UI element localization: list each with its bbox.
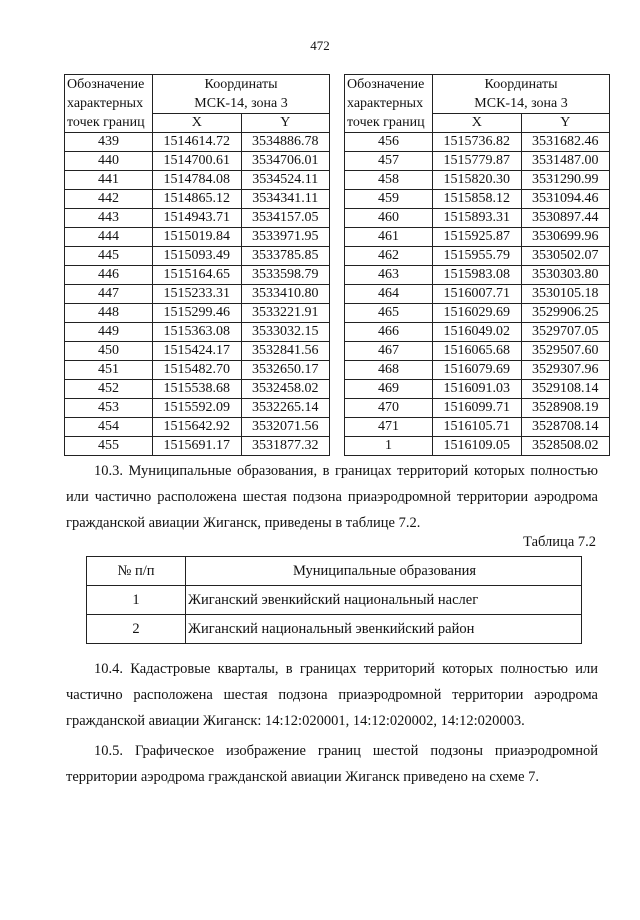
table-row bbox=[65, 361, 330, 380]
x-coordinate-cell: 1515019.84 bbox=[153, 228, 241, 247]
x-coordinate-cell: 1515164.65 bbox=[153, 266, 241, 285]
point-number-cell: 464 bbox=[345, 285, 433, 304]
x-coordinate-cell: 1515424.17 bbox=[153, 342, 241, 361]
x-coordinate-cell: 1515925.87 bbox=[433, 228, 521, 247]
y-coordinate-cell: 3532458.02 bbox=[241, 380, 329, 399]
point-number-cell: 1 bbox=[345, 437, 433, 456]
municipal-name-cell: Жиганский эвенкийский национальный наслег bbox=[186, 586, 582, 615]
table-row bbox=[65, 171, 330, 190]
point-number-cell: 457 bbox=[345, 152, 433, 171]
point-number-cell: 452 bbox=[65, 380, 153, 399]
point-number-cell: 449 bbox=[65, 323, 153, 342]
paragraph-10-4: 10.4. Кадастровые кварталы, в границах территорий которых полностью или частично расположена шестая подзона приаэродромной территории аэродрома гражданской авиации Жиганск: 14:12:020001, 14:12:020002, 14:12:020003. bbox=[66, 661, 598, 729]
point-number-cell: 469 bbox=[345, 380, 433, 399]
header-coordinates-line: МСК-14, зона 3 bbox=[474, 96, 568, 111]
x-coordinate-cell: 1515820.30 bbox=[433, 171, 521, 190]
x-coordinate-cell: 1515363.08 bbox=[153, 323, 241, 342]
x-coordinate-cell: 1515299.46 bbox=[153, 304, 241, 323]
header-coordinates-line: МСК-14, зона 3 bbox=[194, 96, 288, 111]
point-number-cell: 463 bbox=[345, 266, 433, 285]
header-coordinates bbox=[153, 75, 330, 114]
header-y: Y bbox=[241, 114, 329, 133]
header-label-line: характерных bbox=[67, 96, 144, 111]
y-coordinate-cell: 3529906.25 bbox=[521, 304, 609, 323]
table-row bbox=[65, 342, 330, 361]
header-label-line: характерных bbox=[347, 96, 424, 111]
point-number-cell: 460 bbox=[345, 209, 433, 228]
x-coordinate-cell: 1515592.09 bbox=[153, 399, 241, 418]
table-row bbox=[345, 342, 610, 361]
x-coordinate-cell: 1514865.12 bbox=[153, 190, 241, 209]
y-coordinate-cell: 3531877.32 bbox=[241, 437, 329, 456]
paragraph-10-5: 10.5. Графическое изображение границ шестой подзоны приаэродромной территории аэродрома гражданской авиации Жиганск приведено на схеме 7. bbox=[66, 743, 598, 785]
header-coordinates bbox=[433, 75, 610, 114]
table-row bbox=[345, 323, 610, 342]
x-coordinate-cell: 1515983.08 bbox=[433, 266, 521, 285]
point-number-cell: 471 bbox=[345, 418, 433, 437]
table-row bbox=[65, 228, 330, 247]
point-number-cell: 455 bbox=[65, 437, 153, 456]
municipal-header-name: Муниципальные образования bbox=[186, 557, 582, 586]
y-coordinate-cell: 3530502.07 bbox=[521, 247, 609, 266]
table-row bbox=[65, 304, 330, 323]
table-row bbox=[65, 133, 330, 152]
point-number-cell: 442 bbox=[65, 190, 153, 209]
point-number-cell: 448 bbox=[65, 304, 153, 323]
y-coordinate-cell: 3533221.91 bbox=[241, 304, 329, 323]
table-row bbox=[345, 361, 610, 380]
table-caption: Таблица 7.2 bbox=[523, 534, 596, 550]
x-coordinate-cell: 1515736.82 bbox=[433, 133, 521, 152]
header-point-label bbox=[345, 75, 433, 133]
y-coordinate-cell: 3533598.79 bbox=[241, 266, 329, 285]
y-coordinate-cell: 3530105.18 bbox=[521, 285, 609, 304]
x-coordinate-cell: 1515642.92 bbox=[153, 418, 241, 437]
point-number-cell: 441 bbox=[65, 171, 153, 190]
table-row bbox=[345, 171, 610, 190]
table-row bbox=[65, 152, 330, 171]
x-coordinate-cell: 1514784.08 bbox=[153, 171, 241, 190]
table-row bbox=[65, 418, 330, 437]
y-coordinate-cell: 3532071.56 bbox=[241, 418, 329, 437]
municipal-table bbox=[86, 556, 582, 644]
x-coordinate-cell: 1516105.71 bbox=[433, 418, 521, 437]
point-number-cell: 461 bbox=[345, 228, 433, 247]
header-label-line: точек границ bbox=[347, 115, 425, 130]
table-row bbox=[345, 228, 610, 247]
header-coordinates-line: Координаты bbox=[204, 77, 278, 92]
y-coordinate-cell: 3534341.11 bbox=[241, 190, 329, 209]
header-point-label bbox=[65, 75, 153, 133]
x-coordinate-cell: 1515093.49 bbox=[153, 247, 241, 266]
table-row bbox=[345, 437, 610, 456]
table-row bbox=[345, 285, 610, 304]
point-number-cell: 443 bbox=[65, 209, 153, 228]
y-coordinate-cell: 3533032.15 bbox=[241, 323, 329, 342]
x-coordinate-cell: 1516091.03 bbox=[433, 380, 521, 399]
page-number: 472 bbox=[310, 38, 330, 53]
x-coordinate-cell: 1515538.68 bbox=[153, 380, 241, 399]
y-coordinate-cell: 3529707.05 bbox=[521, 323, 609, 342]
table-row bbox=[345, 304, 610, 323]
y-coordinate-cell: 3534706.01 bbox=[241, 152, 329, 171]
coordinates-body bbox=[65, 133, 330, 456]
y-coordinate-cell: 3532265.14 bbox=[241, 399, 329, 418]
point-number-cell: 466 bbox=[345, 323, 433, 342]
header-label-line: точек границ bbox=[67, 115, 145, 130]
header-x: X bbox=[433, 114, 521, 133]
y-coordinate-cell: 3531094.46 bbox=[521, 190, 609, 209]
point-number-cell: 444 bbox=[65, 228, 153, 247]
point-number-cell: 459 bbox=[345, 190, 433, 209]
point-number-cell: 447 bbox=[65, 285, 153, 304]
point-number-cell: 465 bbox=[345, 304, 433, 323]
coordinates-table-right bbox=[344, 74, 610, 456]
x-coordinate-cell: 1515691.17 bbox=[153, 437, 241, 456]
x-coordinate-cell: 1516029.69 bbox=[433, 304, 521, 323]
table-row bbox=[87, 615, 582, 644]
point-number-cell: 440 bbox=[65, 152, 153, 171]
x-coordinate-cell: 1516049.02 bbox=[433, 323, 521, 342]
x-coordinate-cell: 1515858.12 bbox=[433, 190, 521, 209]
y-coordinate-cell: 3532841.56 bbox=[241, 342, 329, 361]
table-row bbox=[345, 418, 610, 437]
table-row bbox=[345, 152, 610, 171]
table-row bbox=[345, 399, 610, 418]
y-coordinate-cell: 3531487.00 bbox=[521, 152, 609, 171]
y-coordinate-cell: 3530303.80 bbox=[521, 266, 609, 285]
table-row bbox=[65, 209, 330, 228]
municipal-header-num: № п/п bbox=[87, 557, 186, 586]
table-row bbox=[345, 380, 610, 399]
point-number-cell: 458 bbox=[345, 171, 433, 190]
table-row bbox=[65, 266, 330, 285]
point-number-cell: 445 bbox=[65, 247, 153, 266]
table-row bbox=[65, 380, 330, 399]
x-coordinate-cell: 1514943.71 bbox=[153, 209, 241, 228]
point-number-cell: 450 bbox=[65, 342, 153, 361]
table-row bbox=[345, 266, 610, 285]
x-coordinate-cell: 1514614.72 bbox=[153, 133, 241, 152]
x-coordinate-cell: 1516099.71 bbox=[433, 399, 521, 418]
municipal-name-cell: Жиганский национальный эвенкийский район bbox=[186, 615, 582, 644]
header-y: Y bbox=[521, 114, 609, 133]
point-number-cell: 439 bbox=[65, 133, 153, 152]
y-coordinate-cell: 3531290.99 bbox=[521, 171, 609, 190]
y-coordinate-cell: 3531682.46 bbox=[521, 133, 609, 152]
y-coordinate-cell: 3528908.19 bbox=[521, 399, 609, 418]
point-number-cell: 468 bbox=[345, 361, 433, 380]
y-coordinate-cell: 3530699.96 bbox=[521, 228, 609, 247]
table-row bbox=[65, 437, 330, 456]
table-row bbox=[65, 399, 330, 418]
y-coordinate-cell: 3533971.95 bbox=[241, 228, 329, 247]
header-label-line: Обозначение bbox=[347, 77, 425, 92]
y-coordinate-cell: 3530897.44 bbox=[521, 209, 609, 228]
x-coordinate-cell: 1515779.87 bbox=[433, 152, 521, 171]
y-coordinate-cell: 3534886.78 bbox=[241, 133, 329, 152]
y-coordinate-cell: 3529307.96 bbox=[521, 361, 609, 380]
coordinates-table-left bbox=[64, 74, 330, 456]
point-number-cell: 470 bbox=[345, 399, 433, 418]
y-coordinate-cell: 3533410.80 bbox=[241, 285, 329, 304]
table-row bbox=[65, 323, 330, 342]
table-row bbox=[345, 209, 610, 228]
x-coordinate-cell: 1516065.68 bbox=[433, 342, 521, 361]
header-x: X bbox=[153, 114, 241, 133]
x-coordinate-cell: 1514700.61 bbox=[153, 152, 241, 171]
coordinates-body bbox=[345, 133, 610, 456]
x-coordinate-cell: 1515482.70 bbox=[153, 361, 241, 380]
y-coordinate-cell: 3529507.60 bbox=[521, 342, 609, 361]
point-number-cell: 462 bbox=[345, 247, 433, 266]
table-row bbox=[345, 133, 610, 152]
table-row bbox=[345, 190, 610, 209]
header-label-line: Обозначение bbox=[67, 77, 145, 92]
y-coordinate-cell: 3529108.14 bbox=[521, 380, 609, 399]
point-number-cell: 451 bbox=[65, 361, 153, 380]
point-number-cell: 453 bbox=[65, 399, 153, 418]
x-coordinate-cell: 1516079.69 bbox=[433, 361, 521, 380]
x-coordinate-cell: 1516109.05 bbox=[433, 437, 521, 456]
table-row bbox=[345, 247, 610, 266]
y-coordinate-cell: 3528708.14 bbox=[521, 418, 609, 437]
table-row bbox=[87, 586, 582, 615]
point-number-cell: 446 bbox=[65, 266, 153, 285]
table-row bbox=[65, 247, 330, 266]
y-coordinate-cell: 3533785.85 bbox=[241, 247, 329, 266]
municipal-num-cell: 2 bbox=[87, 615, 186, 644]
x-coordinate-cell: 1516007.71 bbox=[433, 285, 521, 304]
point-number-cell: 454 bbox=[65, 418, 153, 437]
table-row bbox=[65, 285, 330, 304]
header-coordinates-line: Координаты bbox=[484, 77, 558, 92]
y-coordinate-cell: 3534157.05 bbox=[241, 209, 329, 228]
point-number-cell: 467 bbox=[345, 342, 433, 361]
paragraph-10-3: 10.3. Муниципальные образования, в границах территорий которых полностью или частично расположена шестая подзона приаэродромной территории аэродрома гражданской авиации Жиганск, приведены в таблице 7.2. bbox=[66, 463, 598, 531]
x-coordinate-cell: 1515893.31 bbox=[433, 209, 521, 228]
point-number-cell: 456 bbox=[345, 133, 433, 152]
y-coordinate-cell: 3532650.17 bbox=[241, 361, 329, 380]
table-row bbox=[65, 190, 330, 209]
municipal-num-cell: 1 bbox=[87, 586, 186, 615]
x-coordinate-cell: 1515955.79 bbox=[433, 247, 521, 266]
y-coordinate-cell: 3528508.02 bbox=[521, 437, 609, 456]
y-coordinate-cell: 3534524.11 bbox=[241, 171, 329, 190]
x-coordinate-cell: 1515233.31 bbox=[153, 285, 241, 304]
